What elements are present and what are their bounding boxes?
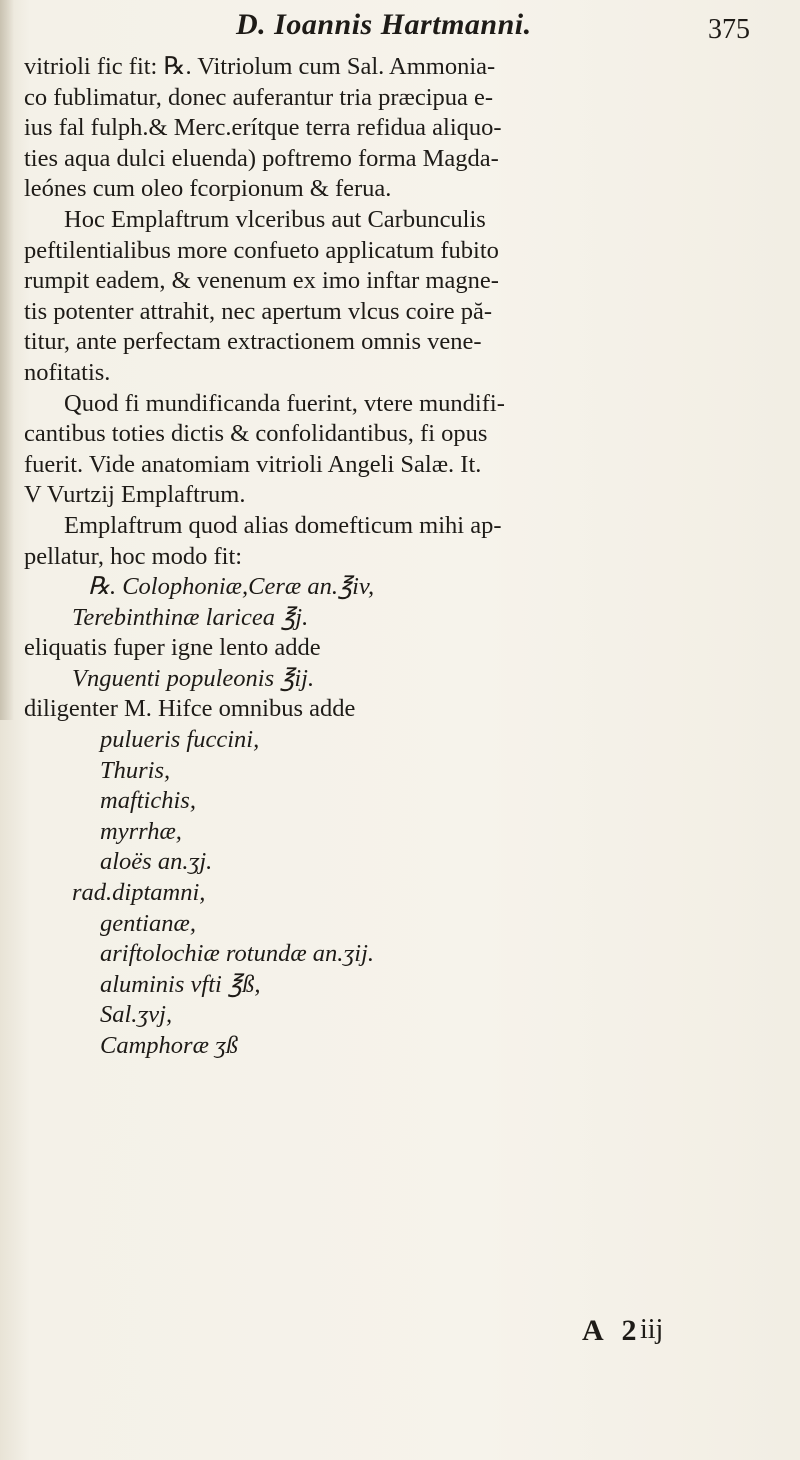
text-line: co fublimatur, donec auferantur tria præcipua e-	[24, 83, 494, 111]
recipe-line: Thuris,	[100, 756, 171, 784]
text-line: Quod fi mundificanda fuerint, vtere mundifi-	[64, 389, 505, 417]
page-number: 375	[708, 14, 750, 45]
recipe-line: rad.diptamni,	[72, 879, 206, 907]
text-line: ius fal fulph.& Merc.erítque terra refidua aliquo-	[24, 114, 502, 142]
text-line: titur, ante perfectam extractionem omnis vene-	[24, 328, 482, 356]
recipe-line: pulueris fuccini,	[100, 726, 260, 754]
text-line: Emplaftrum quod alias domefticum mihi ap-	[64, 511, 502, 539]
recipe-line: diligenter M. Hifce omnibus adde	[24, 695, 356, 723]
recipe-line: aluminis vfti ℥ß,	[100, 970, 261, 998]
recipe-line: gentianæ,	[100, 909, 196, 937]
text-line: ties aqua dulci eluenda) poftremo forma Magda-	[24, 144, 499, 172]
recipe-line: myrrhæ,	[100, 817, 182, 845]
recipe-line: Terebinthinæ laricea ℥j.	[72, 603, 309, 631]
text-line: nofitatis.	[24, 358, 111, 386]
text-line: tis potenter attrahit, nec apertum vlcus coire pă-	[24, 297, 493, 325]
text-line: cantibus toties dictis & confolidantibus, fi opus	[24, 420, 488, 448]
recipe-line: ariftolochiæ rotundæ an.ʒij.	[100, 940, 375, 968]
recipe-line: eliquatis fuper igne lento adde	[24, 634, 321, 662]
text-line: rumpit eadem, & venenum ex imo inftar magne-	[24, 267, 499, 295]
recipe-line: aloës an.ʒj.	[100, 848, 213, 876]
page-gutter-shadow	[0, 0, 14, 720]
recipe-line: Vnguenti populeonis ℥ij.	[72, 664, 315, 692]
recipe-line: Sal.ʒvj,	[100, 1001, 173, 1029]
page-header	[0, 4, 800, 54]
body-text	[24, 52, 744, 1062]
recipe-line: maftichis,	[100, 787, 196, 815]
text-line: vitrioli fic fit: ℞. Vitriolum cum Sal. Ammonia-	[24, 53, 496, 80]
text-line: Hoc Emplaftrum vlceribus aut Carbunculis	[64, 205, 486, 233]
text-line: peftilentialibus more confueto applicatum fubito	[24, 236, 499, 264]
text-line: V Vurtzij Emplaftrum.	[24, 481, 246, 509]
catchword: A 2	[582, 1314, 643, 1347]
text-line: pellatur, hoc modo fit:	[24, 542, 243, 570]
recipe-line: ℞. Colophoniæ,Ceræ an.℥iv,	[88, 573, 375, 601]
signature-mark: iij	[640, 1314, 664, 1345]
text-line: fuerit. Vide anatomiam vitrioli Angeli Salæ. It.	[24, 450, 482, 478]
text-line: leónes cum oleo fcorpionum & ferua.	[24, 175, 392, 203]
running-head: D. Ioannis Hartmanni.	[236, 8, 532, 41]
recipe-line: Camphoræ ʒß	[100, 1032, 239, 1059]
